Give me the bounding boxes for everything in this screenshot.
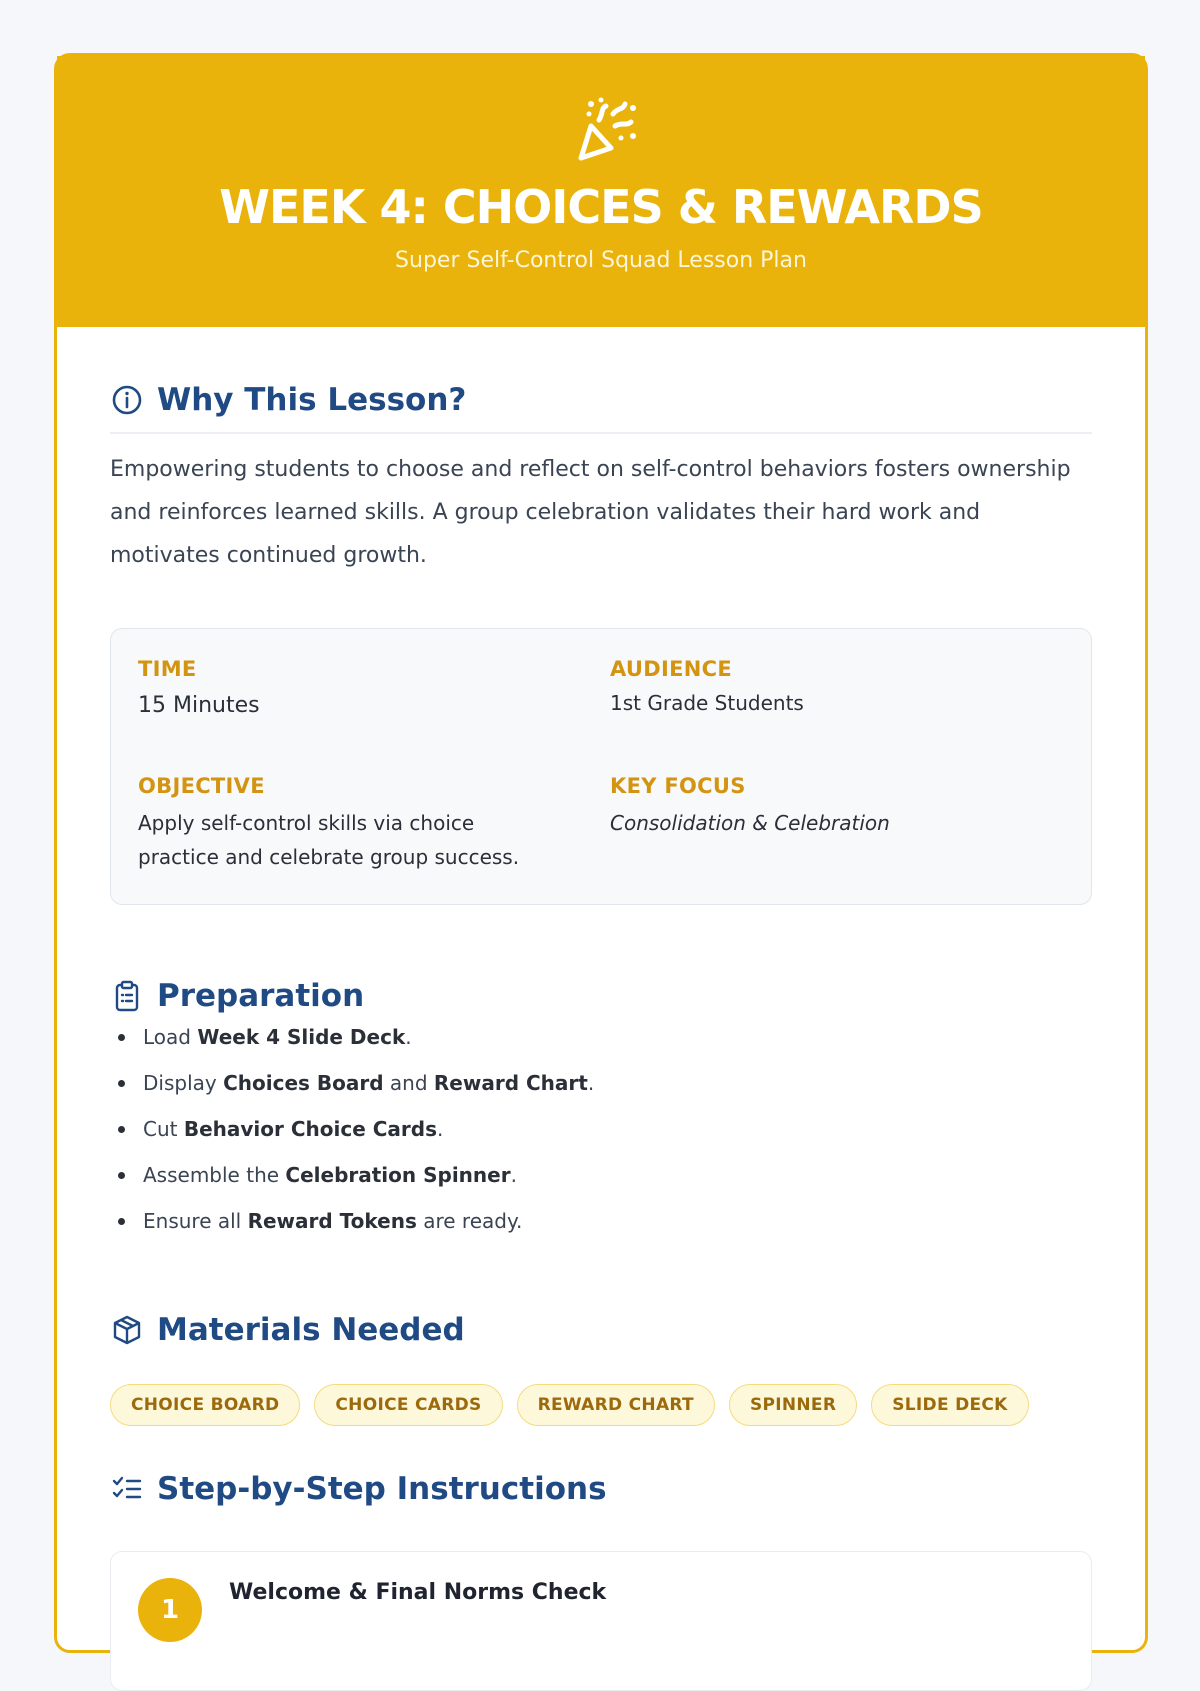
key-focus-label: KEY FOCUS bbox=[610, 774, 746, 798]
step-title: Welcome & Final Norms Check bbox=[229, 1580, 607, 1605]
page-title: WEEK 4: CHOICES & REWARDS bbox=[219, 180, 983, 234]
material-tag: CHOICE CARDS bbox=[314, 1384, 502, 1426]
time-value: 15 Minutes bbox=[138, 693, 260, 718]
divider bbox=[110, 432, 1092, 434]
info-audience bbox=[610, 657, 1040, 715]
step-card bbox=[110, 1551, 1092, 1691]
lesson-header bbox=[57, 56, 1145, 327]
why-heading-text: Why This Lesson? bbox=[157, 382, 467, 418]
material-tag: SLIDE DECK bbox=[871, 1384, 1028, 1426]
preparation-heading bbox=[110, 978, 364, 1014]
list-item: Display Choices Board and Reward Chart. bbox=[110, 1060, 1010, 1106]
why-heading bbox=[110, 382, 466, 418]
material-tag: SPINNER bbox=[729, 1384, 857, 1426]
party-popper-icon bbox=[571, 96, 641, 166]
lesson-info-box bbox=[110, 628, 1092, 905]
info-time bbox=[138, 657, 568, 718]
preparation-heading-text: Preparation bbox=[157, 978, 365, 1014]
list-item: Assemble the Celebration Spinner. bbox=[110, 1152, 1010, 1198]
steps-heading bbox=[110, 1471, 607, 1507]
page-subtitle: Super Self-Control Squad Lesson Plan bbox=[395, 248, 807, 273]
step-number: 1 bbox=[138, 1578, 202, 1642]
material-tag: REWARD CHART bbox=[517, 1384, 715, 1426]
audience-value: 1st Grade Students bbox=[610, 691, 804, 715]
info-icon bbox=[110, 383, 144, 417]
key-focus-value: Consolidation & Celebration bbox=[610, 811, 890, 835]
package-icon bbox=[110, 1313, 144, 1347]
clipboard-icon bbox=[110, 979, 144, 1013]
list-item: Ensure all Reward Tokens are ready. bbox=[110, 1198, 1010, 1244]
list-item: Cut Behavior Choice Cards. bbox=[110, 1106, 1010, 1152]
checklist-icon bbox=[110, 1472, 144, 1506]
audience-label: AUDIENCE bbox=[610, 657, 732, 681]
steps-heading-text: Step-by-Step Instructions bbox=[157, 1471, 607, 1507]
materials-tags bbox=[110, 1384, 1029, 1426]
list-item: Load Week 4 Slide Deck. bbox=[110, 1014, 1010, 1060]
materials-heading bbox=[110, 1312, 465, 1348]
lesson-card bbox=[54, 53, 1148, 1653]
why-text: Empowering students to choose and reflect on self-control behaviors fosters ownership and reinforces learned skills. A group celebration validates their hard work and motivates continued growth. bbox=[110, 457, 1071, 568]
materials-heading-text: Materials Needed bbox=[157, 1312, 465, 1348]
preparation-list bbox=[110, 1014, 1010, 1244]
info-objective bbox=[138, 774, 568, 874]
info-key-focus bbox=[610, 774, 1040, 840]
material-tag: CHOICE BOARD bbox=[110, 1384, 300, 1426]
objective-value: Apply self-control skills via choice practice and celebrate group success. bbox=[138, 811, 520, 869]
objective-label: OBJECTIVE bbox=[138, 774, 265, 798]
time-label: TIME bbox=[138, 657, 197, 681]
